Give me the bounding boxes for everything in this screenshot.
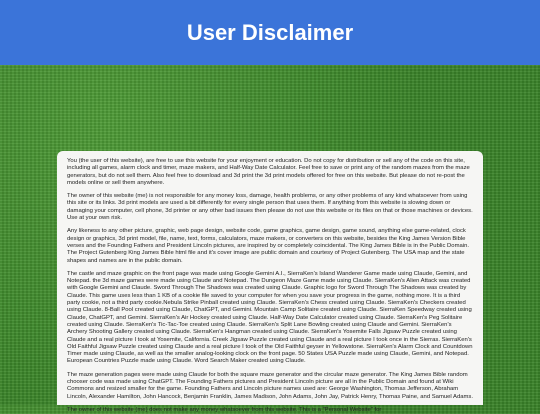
disclaimer-paragraph-maze-credits: The maze generation pages were made using Claude for both the square maze generator and the circular maze generator. The King James Bible random chooser code was made using ChatGPT. The Founding Fathers pictures and President Lincoln picture are all in the Public Domain and found at Wiki Commons and resized smaller for the game. Founding Fathers and Lincoln picture names used are: George Washington, Thomas Jefferson, Abraham Lincoln, Alexander Hamilton, John Hancock, Benjamin Franklin, James Madison, John Adams, John Jay, Patrick Henry, Thomas Paine, and Samuel Adams. xyxy=(67,371,473,400)
page-title: User Disclaimer xyxy=(186,19,354,45)
disclaimer-paragraph-credits: The castle and maze graphic on the front page was made using Google Gemini A.I., SierraKen's Island Wanderer Game made using Claude, Gemini, and Notepad. the 3d maze games were made using Claude and Notepad. The Dungeon Maze Game made using Claude. SierraKen's Alien Attack was created with Google Gemini and Claude. Sword Through The Shadows was created using Claude. Graphic logo for Sword Through The Shadows was created by Claude. This game uses less than 1 KB of a cookie file saved to your computer for when you save your progress in the game, nothing more. It is a third party cookie, not a third party cookie.Nebula Strike Pinball created using Claude. SierraKen's Chess created using Claude. SierraKen's Checkers created using Claude. 8-Ball Pool created using Claude, ChatGPT, and Gemini. Mountain Camp Solitaire created using Claude. SierraKen Speedway created using Claude, ChatGPT, and Gemini. SierraKen's Air Hockey created using Claude. Half-Way Date Calculator created using Claude. SierraKen's Peg Solitaire created using Claude. SierraKen's Tic-Tac-Toe created using Claude. SierraKen's Split Lane Bowling created using Claude and Gemini. SierraKen's Archery Shooting Gallery created using Claude. SierraKen's Hangman created using Claude. SierraKen's Yosemite Falls Jigsaw Puzzle created using Claude and a real picture I took at Yosemite, California. Creek Jigsaw Puzzle created using Claude and a real picture I took once in the Sierras. SierraKen's Old Faithful Jigsaw Puzzle created using Claude and a real picture I took of the Old Faithful geyser in Yellowstone. SierraKen's Alarm Clock and Countdown Timer made using Claude, as well as the smaller analog-looking clock on the front page. 50 States USA Puzzle made using Claude, Gemini, and Notepad. European Countries Puzzle made using Claude. Word Search Maker created using Claude. xyxy=(67,270,473,365)
disclaimer-paragraph-likeness: Any likeness to any other picture, graphic, web page design, website code, game graphics, game design, game sound, anything else game-related, clock design or graphics, 3d print model, file, name, text, forms, calculators, maze makers, or converters on this website, besides the King James Version Bible verses and the Founding Fathers and President Lincoln pictures, are inspired by or completely coincidental. The King James Bible is in the Public Domain. The Project Gutenberg King James Bible html file and it's cover image are public domain and courtesy of Project Gutenberg. The USA map and the state shapes and names are in the public domain. xyxy=(67,228,469,264)
disclaimer-panel xyxy=(57,151,483,413)
disclaimer-paragraph-money: The owner of this website (me) does not make any money whatsoever from this website. This is a "Personal Website" for xyxy=(67,406,382,413)
page-header xyxy=(0,0,540,65)
disclaimer-paragraph-usage: You (the user of this website), are free to use this website for your enjoyment or education. Do not copy for distribution or sell any of the code on this site, including all games, alarm clock and timer, maze makers, and Half-Way Date Calculator. Feel free to save or print any of the random mazes from the maze generators, but do not sell them. Also feel free to download and 3d print the 3d print models offered for free on this website. But please do not re-post the models online or sell them anywhere. xyxy=(67,158,470,186)
disclaimer-paragraph-liability: The owner of this website (me) is not responsible for any money loss, damage, health problems, or any other problems of any kind whatsoever from using this site or its links. 3d print models are used a bit differently for every single person that uses them. If anything from this website is slowing down or damaging your computer, cell phone, 3d printer or any other bad issues then please do not use this website or its files on that or those machines or devices. Use at your own risk. xyxy=(67,193,473,222)
